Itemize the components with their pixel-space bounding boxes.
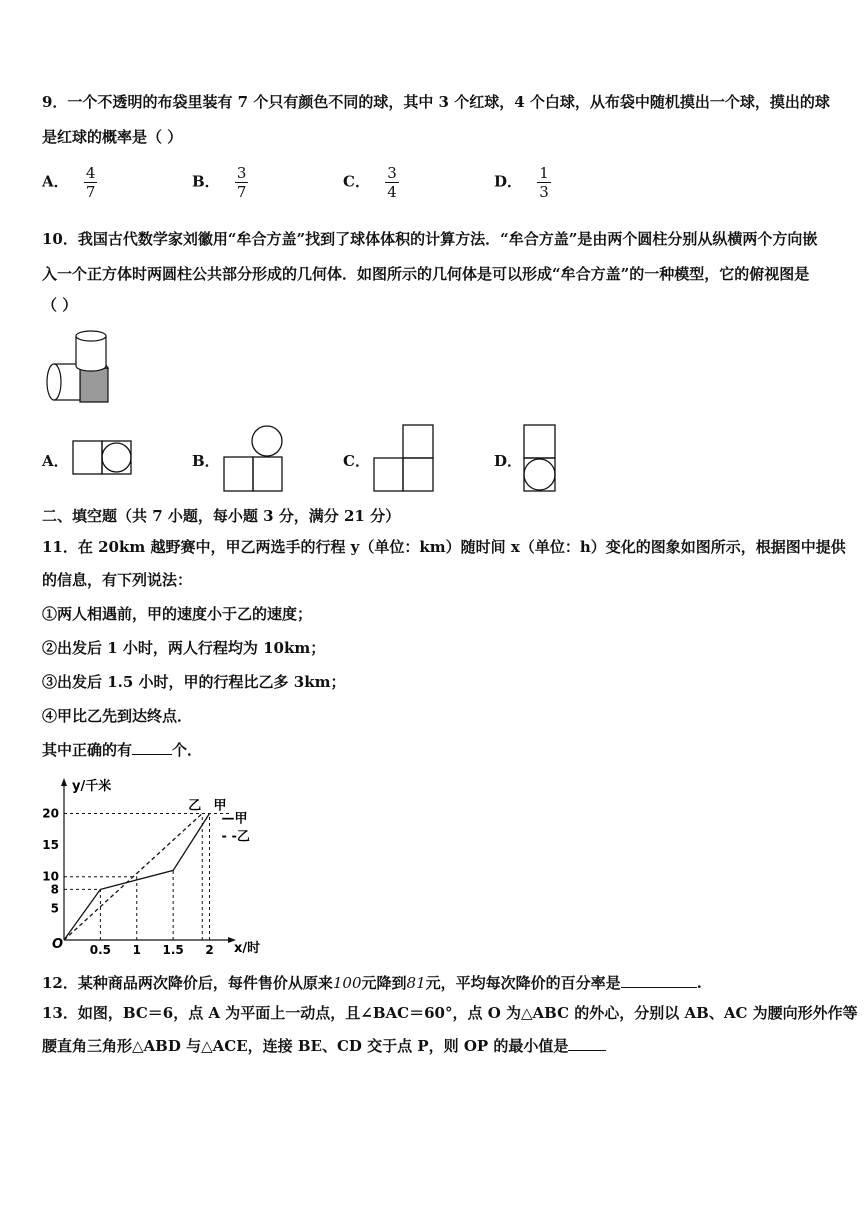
series-end-label: 乙 — [188, 798, 202, 814]
option-label: A． — [42, 172, 69, 191]
numerator: 3 — [236, 164, 247, 182]
q12-suffix: 元，平均每次降价的百分率是 — [425, 974, 621, 992]
numerator: 3 — [387, 164, 397, 182]
option-label: C． — [343, 172, 370, 191]
vertical-cylinder-top — [76, 331, 106, 341]
denominator: 7 — [85, 183, 96, 201]
q11-ask-prefix: 其中正确的有 — [42, 741, 133, 759]
q12-prefix: 12．某种商品两次降价后，每件售价从原来 — [42, 974, 333, 992]
q12-new-price: 81 — [406, 974, 426, 992]
answer-blank — [132, 740, 172, 755]
q10-line1: 10．我国古代数学家刘徽用“牟合方盖”找到了球体体积的计算方法．“牟合方盖”是由两个圆柱分别从纵横两个方向嵌 — [42, 230, 818, 248]
x-tick-label: 1.5 — [162, 943, 184, 957]
denominator: 3 — [539, 183, 549, 201]
q11-line1: 11．在 20km 越野赛中，甲乙两选手的行程 y（单位：km）随时间 x（单位：h）变化的图象如图所示，根据图中提供 — [42, 538, 846, 556]
distance-time-chart — [40, 772, 270, 962]
q11-item-1: ①两人相遇前，甲的速度小于乙的速度； — [42, 605, 313, 623]
q10-option-d-figure — [522, 423, 558, 495]
q12-line — [42, 973, 702, 993]
q13-line1: 13．如图，BC＝6，点 A 为平面上一动点，且∠BAC＝60°，点 O 为△ABC 的外心，分别以 AB、AC 为腰向形外作等 — [42, 1004, 858, 1022]
q11-line2: 的信息，有下列说法： — [42, 571, 193, 589]
q13-line2-text: 腰直角三角形△ABD 与△ACE，连接 BE、CD 交于点 P，则 OP 的最小值是 — [42, 1037, 569, 1055]
denominator: 7 — [236, 183, 247, 201]
y-axis-label: y/千米 — [72, 779, 112, 794]
origin-label: O — [52, 937, 64, 952]
q10-line3: （ ） — [42, 296, 78, 314]
numerator: 4 — [85, 164, 96, 182]
q10-option-c-label: C． — [343, 452, 370, 470]
x-axis-label: x/时 — [234, 941, 261, 956]
q10-line2: 入一个正方体时两圆柱公共部分形成的几何体．如图所示的几何体是可以形成“牟合方盖”的一种模型，它的俯视图是 — [42, 265, 810, 283]
q12-mid: 元降到 — [361, 974, 407, 992]
x-tick-label: 2 — [205, 943, 214, 957]
q9-option-c — [343, 164, 399, 201]
fraction — [84, 164, 98, 201]
y-axis-arrow — [61, 778, 67, 786]
legend-entry: - -乙 — [221, 829, 250, 845]
q9-option-b — [192, 164, 248, 201]
q10-option-b-figure — [222, 423, 284, 495]
q10-option-c-figure — [372, 423, 436, 495]
q12-end: . — [696, 974, 702, 992]
fraction — [385, 164, 399, 201]
q11-item-3: ③出发后 1.5 小时，甲的行程比乙多 3km； — [42, 673, 346, 691]
q10-option-a-figure — [72, 440, 134, 476]
horizontal-cylinder-end — [47, 364, 61, 400]
cube-face-shaded — [80, 368, 108, 402]
q11-ask-suffix: 个． — [172, 741, 203, 759]
numerator: 1 — [539, 164, 549, 182]
q10-option-a-label: A． — [42, 452, 69, 470]
x-tick-label: 1 — [132, 943, 141, 957]
answer-blank — [621, 973, 697, 988]
y-tick-label: 10 — [42, 869, 59, 884]
option-label: B． — [192, 172, 220, 191]
q11-ask — [42, 740, 202, 760]
y-tick-label: 15 — [42, 838, 59, 853]
q12-original-price: 100 — [332, 974, 362, 992]
y-tick-label: 5 — [50, 901, 59, 916]
q11-item-2: ②出发后 1 小时，两人行程均为 10km； — [42, 639, 326, 657]
mouhe-model-figure — [40, 328, 120, 408]
series-end-label: 甲 — [213, 798, 227, 814]
q10-option-d-label: D． — [494, 452, 523, 470]
q9-line2: 是红球的概率是（ ） — [42, 128, 183, 146]
section-heading: 二、填空题（共 7 小题，每小题 3 分，满分 21 分） — [42, 507, 401, 525]
y-tick-label: 20 — [42, 806, 59, 821]
q13-line2 — [42, 1036, 606, 1056]
fraction — [537, 164, 551, 201]
y-tick-label: 8 — [50, 882, 59, 897]
q9-line1: 9．一个不透明的布袋里装有 7 个只有颜色不同的球，其中 3 个红球，4 个白球，从布袋中随机摸出一个球，摸出的球 — [42, 93, 830, 111]
q9-option-a — [42, 164, 97, 201]
answer-blank — [568, 1036, 606, 1051]
q10-option-b-label: B． — [192, 452, 220, 470]
fraction — [235, 164, 249, 201]
denominator: 4 — [387, 183, 397, 201]
q9-option-d — [494, 164, 551, 201]
q11-item-4: ④甲比乙先到达终点． — [42, 707, 193, 725]
x-tick-label: 0.5 — [89, 943, 112, 957]
option-label: D． — [494, 172, 523, 191]
legend-entry: —甲 — [221, 811, 248, 827]
